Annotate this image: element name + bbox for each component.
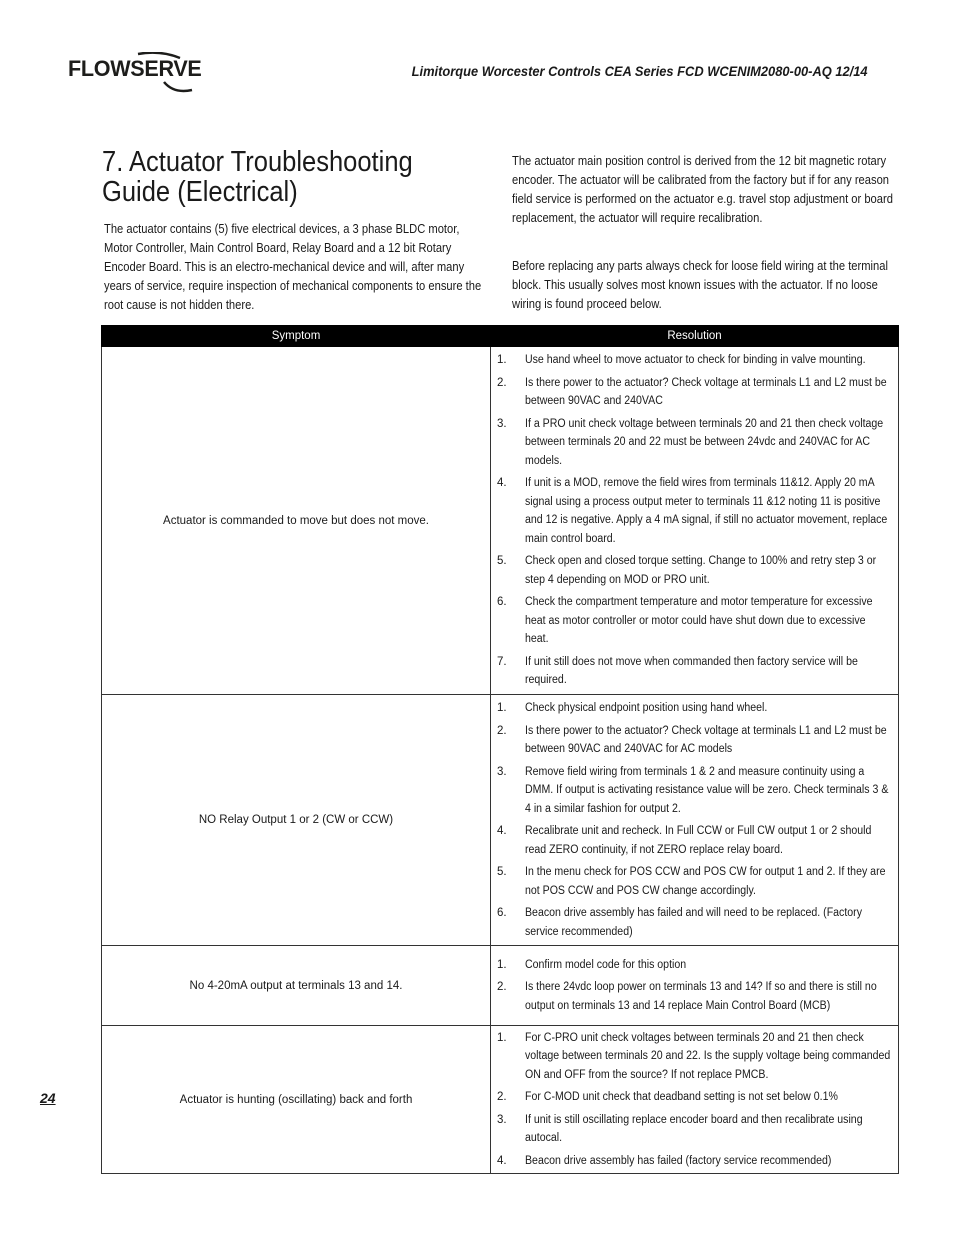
list-item [491,956,894,975]
resolution-steps [491,699,894,941]
table-row [102,347,899,695]
step-number: 3. [497,1113,507,1126]
step-text: If a PRO unit check voltage between terminals 20 and 21 then check voltage between terminals 20 and 22 must be between 24vdc and 240VAC for AC models. [525,417,884,467]
list-item [491,351,894,370]
symptom-text: Actuator is hunting (oscillating) back and forth [179,1093,413,1106]
symptom-text: Actuator is commanded to move but does not move. [163,514,429,527]
list-item [491,699,894,718]
table-body [102,347,899,1174]
symptom-text: No 4-20mA output at terminals 13 and 14. [189,979,403,992]
step-text: If unit is a MOD, remove the field wires from terminals 11&12. Apply 20 mA signal using a process output meter to terminals 11 &12 noting 11 is positive and 12 is negative. Apply a 4 mA signal, if still no actuator movement, replace main control board. [525,477,888,545]
step-number: 4. [497,1154,507,1167]
table-row [102,946,899,1026]
wiring-paragraph: Before replacing any parts always check for loose field wiring at the terminal block. This usually solves most known issues with the actuator. If no loose wiring is found proceed below. [512,258,888,311]
list-item [491,763,894,819]
resolution-header: Resolution [491,326,899,347]
step-text: Beacon drive assembly has failed (factory service recommended) [525,1154,832,1167]
resolution-steps [491,1029,894,1171]
list-item [491,1111,894,1148]
step-number: 2. [497,1091,507,1104]
list-item [491,593,894,649]
table-header-row [102,326,899,347]
step-number: 6. [497,596,507,609]
list-item [491,415,894,471]
step-number: 4. [497,477,507,490]
intro-paragraph: The actuator contains (5) five electrical devices, a 3 phase BLDC motor, Motor Controller, Main Control Board, Relay Board and a 12 bit Rotary Encoder Board. This is an electro-mechanical device and will, after many years of service, require inspection of mechanical components to ensure the root cause is not hidden there. [104,221,482,312]
step-number: 1. [497,958,507,971]
step-number: 6. [497,907,507,919]
step-text: If unit is still oscillating replace encoder board and then recalibrate using autocal. [525,1113,863,1145]
step-number: 2. [497,376,507,389]
table-row [102,695,899,946]
list-item [491,474,894,548]
step-text: Check the compartment temperature and motor temperature for excessive heat as motor controller or motor could have shut down due to excessive heat. [525,596,873,646]
step-number: 2. [497,981,507,994]
step-text: Check physical endpoint position using hand wheel. [525,702,768,714]
step-number: 1. [497,1031,507,1044]
list-item [491,722,894,759]
step-text: Use hand wheel to move actuator to check for binding in valve mounting. [525,354,866,367]
step-text: Beacon drive assembly has failed and will need to be replaced. (Factory service recommended) [525,907,862,938]
resolution-steps [491,351,894,690]
step-text: For C-PRO unit check voltages between terminals 20 and 21 then check voltage between terminals 20 and 22. Is the supply voltage being commanded ON and OFF from the source? If not replace PMCB. [525,1031,891,1081]
document-reference: Limitorque Worcester Controls CEA Series FCD WCENIM2080-00-AQ 12/14 [412,63,868,79]
list-item [491,822,894,859]
list-item [491,904,894,941]
page-number: 24 [40,1090,56,1106]
list-item [491,1152,894,1171]
troubleshooting-table [101,325,899,1174]
resolution-cell [491,946,899,1026]
flowserve-logo [68,52,208,98]
step-text: Check open and closed torque setting. Change to 100% and retry step 3 or step 4 depending on MOD or PRO unit. [525,555,877,586]
symptom-cell [102,946,491,1026]
step-text: If unit still does not move when commanded then factory service will be required. [525,655,858,687]
step-number: 1. [497,702,507,714]
symptom-text: NO Relay Output 1 or 2 (CW or CCW) [198,814,394,826]
symptom-cell [102,347,491,695]
step-text: Confirm model code for this option [525,958,687,971]
list-item [491,1088,894,1107]
step-text: Is there power to the actuator? Check voltage at terminals L1 and L2 must be between 90VAC and 240VAC [525,376,887,408]
step-text: For C-MOD unit check that deadband setting is not set below 0.1% [525,1091,838,1104]
step-number: 3. [497,417,507,430]
resolution-cell [491,695,899,946]
step-text: Remove field wiring from terminals 1 & 2 and measure continuity using a DMM. If output is activating resistance value will be zero. Check terminals 3 & 4 in a similar fashion for output 2. [525,765,889,815]
list-item [491,1029,894,1085]
step-number: 4. [497,825,507,837]
list-item [491,653,894,690]
step-number: 7. [497,655,507,668]
step-number: 3. [497,765,507,778]
list-item [491,552,894,589]
symptom-header: Symptom [102,326,491,347]
resolution-cell [491,1026,899,1174]
table-row [102,1026,899,1174]
list-item [491,863,894,900]
list-item [491,978,894,1015]
step-number: 1. [497,354,507,367]
section-title: 7. Actuator Troubleshooting Guide (Electrical) [102,146,413,208]
step-number: 2. [497,724,507,737]
step-text: Recalibrate unit and recheck. In Full CCW or Full CW output 1 or 2 should read ZERO continuity, if not ZERO replace relay board. [525,825,872,856]
symptom-cell [102,1026,491,1174]
encoder-paragraph: The actuator main position control is derived from the 12 bit magnetic rotary encoder. The actuator will be calibrated from the factory but if for any reason field service is performed on the actuator e.g. travel stop adjustment or board replacement, the actuator will require recalibration. [512,153,893,225]
symptom-cell [102,695,491,946]
resolution-cell [491,347,899,695]
step-text: In the menu check for POS CCW and POS CW for output 1 and 2. If they are not POS CCW and POS CW change accordingly. [525,866,886,897]
step-number: 5. [497,555,507,568]
logo-wordmark: FLOWSERVE [68,56,202,81]
resolution-steps [491,956,894,1016]
step-number: 5. [497,866,507,878]
step-text: Is there 24vdc loop power on terminals 13 and 14? If so and there is still no output on terminals 13 and 14 replace Main Control Board (MCB) [525,981,877,1012]
step-text: Is there power to the actuator? Check voltage at terminals L1 and L2 must be between 90VAC and 240VAC for AC models [525,724,887,755]
list-item [491,374,894,411]
